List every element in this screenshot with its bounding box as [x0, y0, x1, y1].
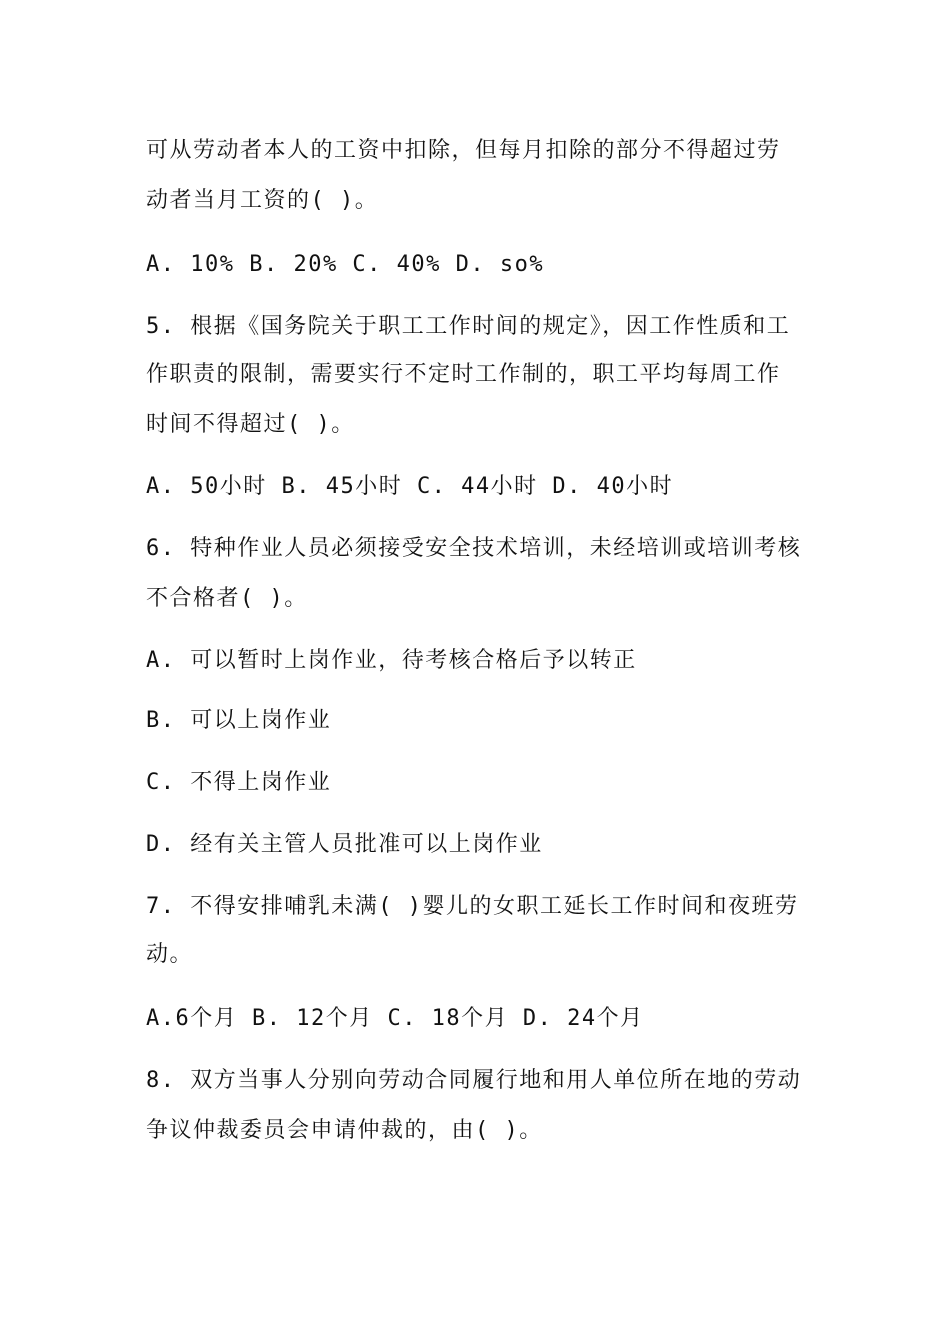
text-line: 作职责的限制，需要实行不定时工作制的，职工平均每周工作 [146, 362, 781, 387]
text-line: 时间不得超过( )。 [146, 412, 355, 437]
text-line: 可从劳动者本人的工资中扣除，但每月扣除的部分不得超过劳 [146, 138, 781, 163]
question-7: 7. 不得安排哺乳未满( )婴儿的女职工延长工作时间和夜班劳 [146, 894, 799, 919]
option-a: A. 可以暂时上岗作业，待考核合格后予以转正 [146, 648, 637, 673]
question-8: 8. 双方当事人分别向劳动合同履行地和用人单位所在地的劳动 [146, 1068, 802, 1093]
option-line: A. 10% B. 20% C. 40% D. so% [146, 252, 545, 277]
option-line: A.6个月 B. 12个月 C. 18个月 D. 24个月 [146, 1006, 644, 1031]
question-6: 6. 特种作业人员必须接受安全技术培训，未经培训或培训考核 [146, 536, 802, 561]
text-line: 动者当月工资的( )。 [146, 188, 379, 213]
option-c: C. 不得上岗作业 [146, 770, 332, 795]
text-line: 动。 [146, 942, 194, 967]
option-line: A. 50小时 B. 45小时 C. 44小时 D. 40小时 [146, 474, 674, 499]
option-d: D. 经有关主管人员批准可以上岗作业 [146, 832, 543, 857]
option-b: B. 可以上岗作业 [146, 708, 332, 733]
text-line: 争议仲裁委员会申请仲裁的，由( )。 [146, 1118, 543, 1143]
question-5: 5. 根据《国务院关于职工工作时间的规定》，因工作性质和工 [146, 314, 791, 339]
text-line: 不合格者( )。 [146, 586, 308, 611]
